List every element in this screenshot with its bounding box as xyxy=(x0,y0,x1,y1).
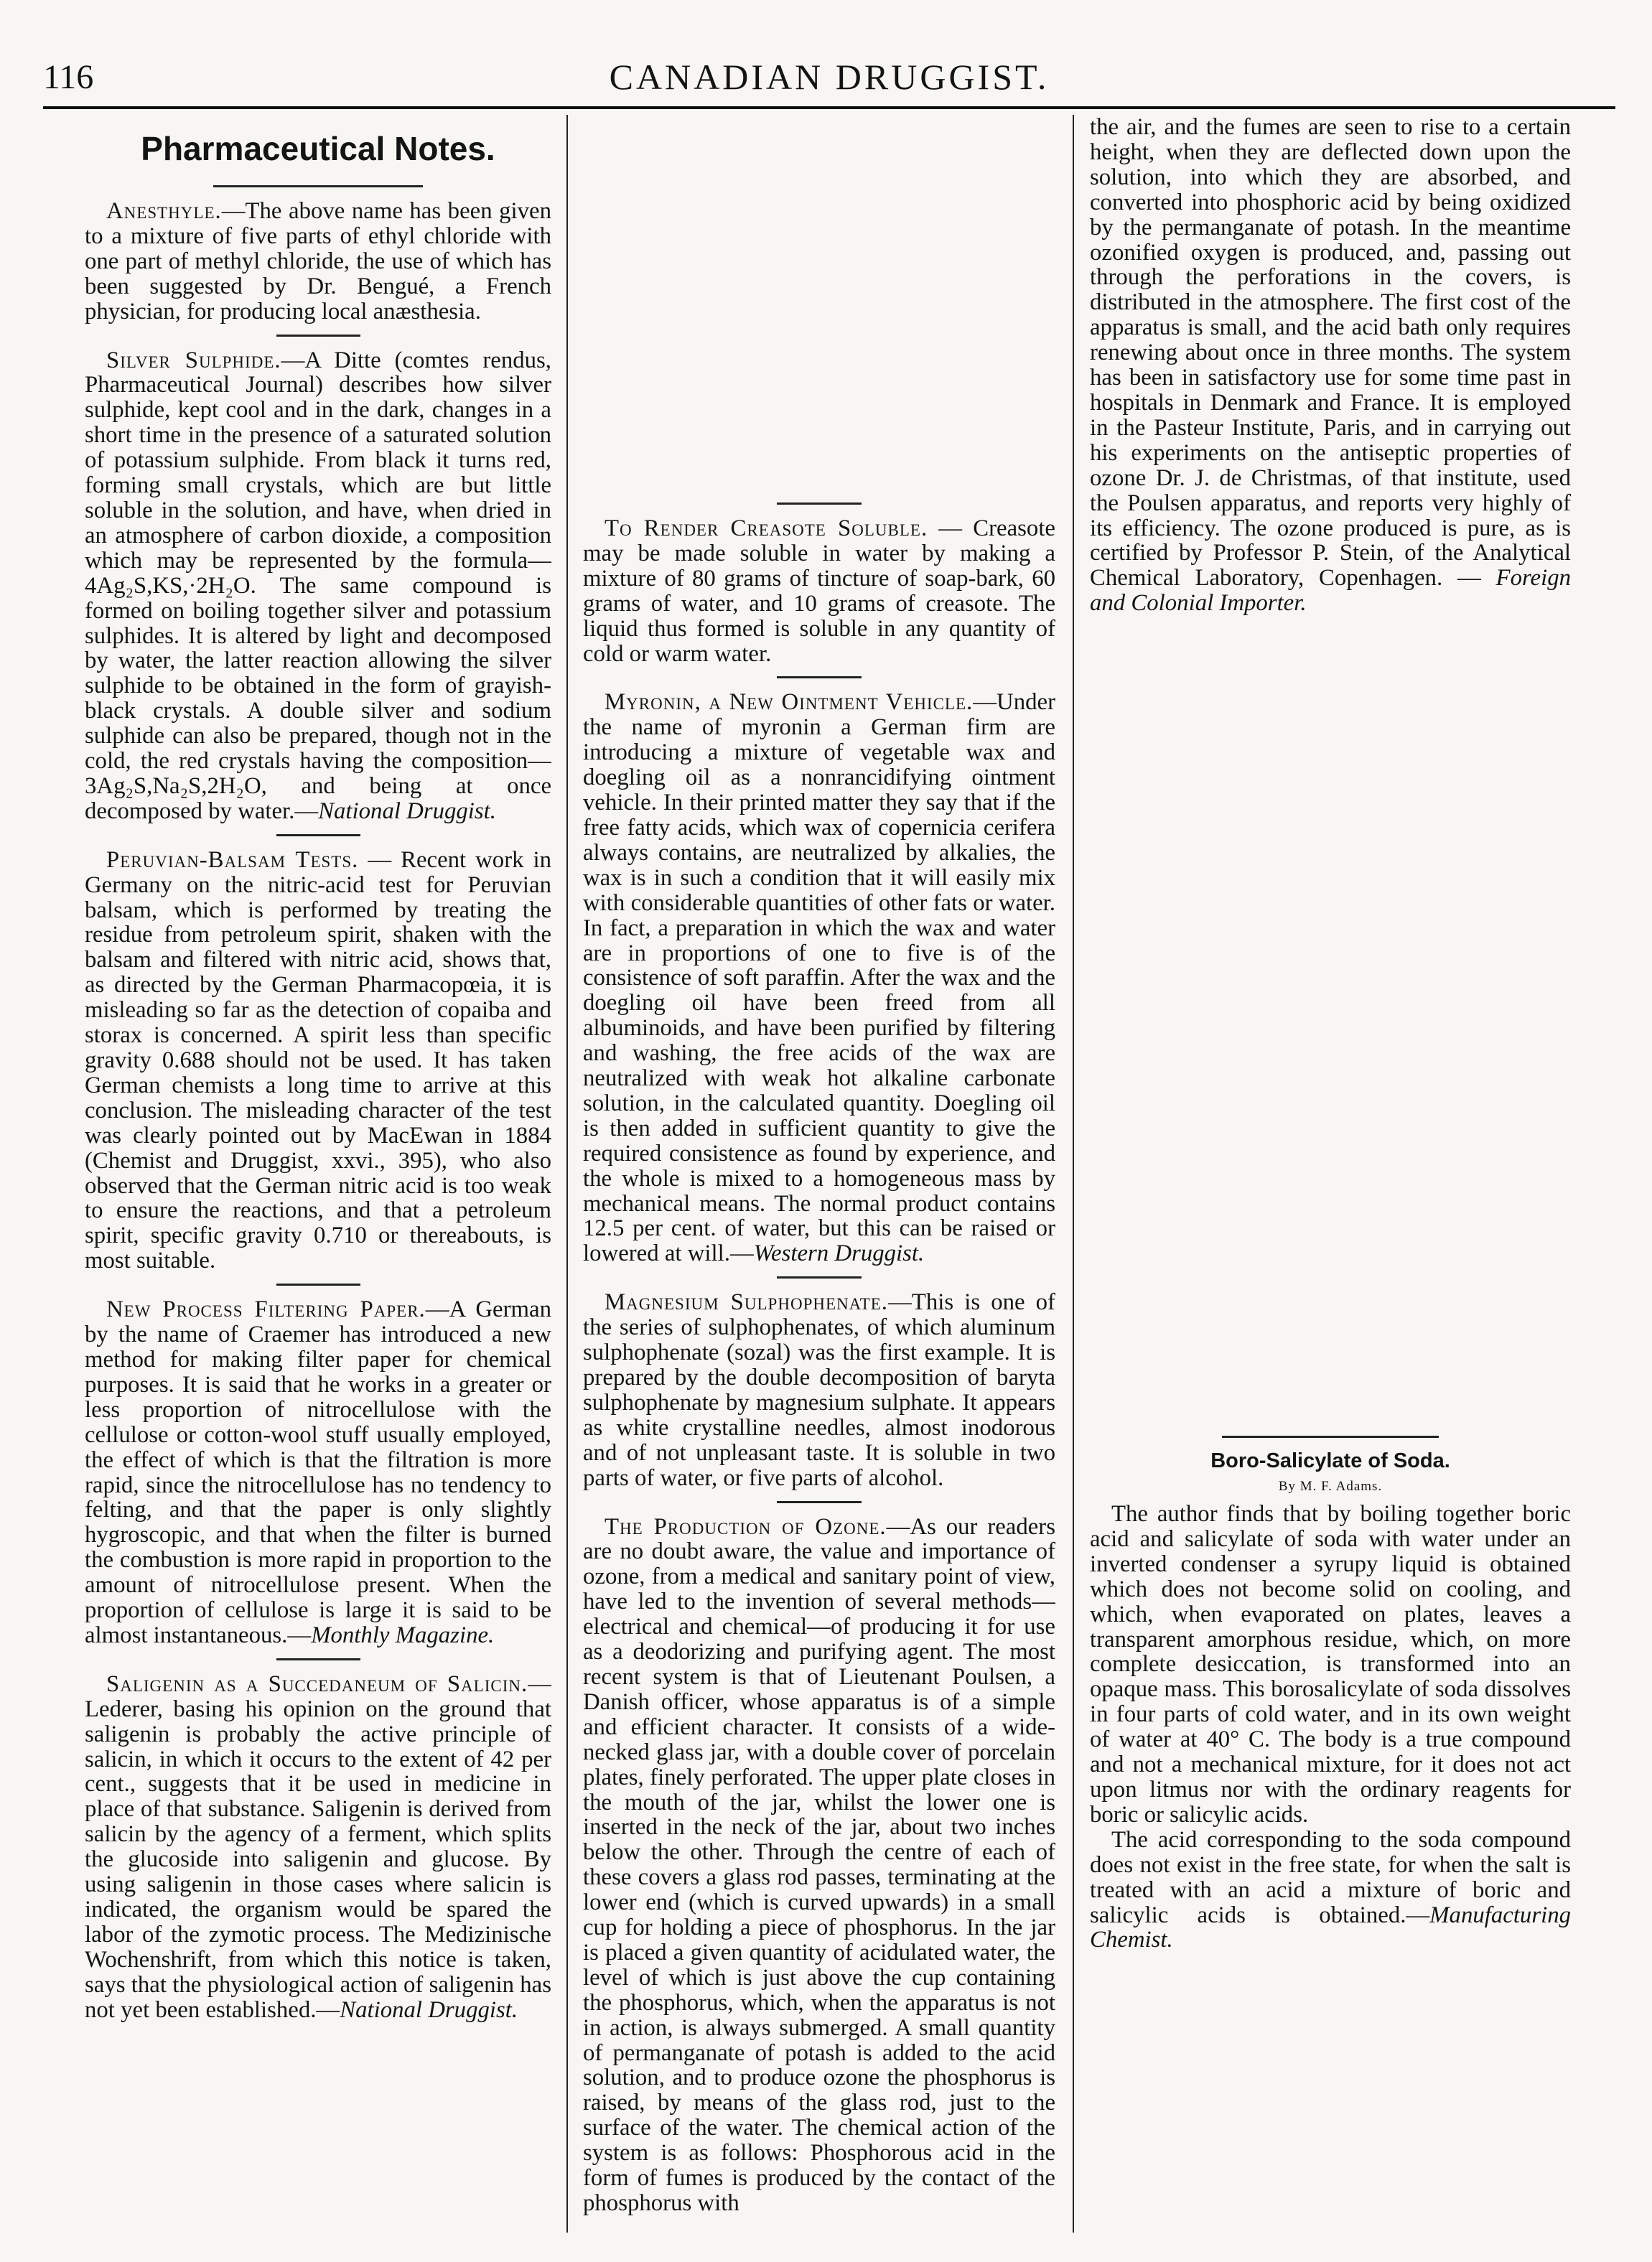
article-text: — Creasote may be made soluble in water by making a mixture of 80 grams of tincture of soap-bark, 60 grams of water, and 10 grams of creasote. The liquid thus formed is soluble in any quantity of cold or warm water. xyxy=(583,515,1055,667)
article-body xyxy=(85,199,551,324)
separator xyxy=(777,503,862,505)
section-title: Pharmaceutical Notes. xyxy=(141,130,495,167)
separator xyxy=(777,1501,862,1503)
article-myronin xyxy=(583,690,1055,1266)
article-heading: The Production of Ozone. xyxy=(605,1513,887,1540)
separator xyxy=(276,834,360,836)
separator xyxy=(276,1284,360,1286)
article-body xyxy=(85,348,551,824)
article-source: Monthly Magazine. xyxy=(311,1622,495,1648)
header-rule xyxy=(43,106,1615,109)
article-creasote xyxy=(583,503,1055,666)
article-source: National Druggist. xyxy=(340,1996,518,2023)
separator xyxy=(276,335,360,337)
article-body xyxy=(583,690,1055,1266)
running-title: CANADIAN DRUGGIST. xyxy=(609,57,1050,97)
article-source: National Druggist. xyxy=(318,798,496,824)
article-heading: Magnesium Sulphophenate. xyxy=(605,1289,888,1316)
article-body xyxy=(583,516,1055,666)
article-text: —The above name has been given to a mixture of five parts of ethyl chloride with one part of methyl chloride, the use of which has been suggested by Dr. Bengué, a French physician, for producing local anæsthesia. xyxy=(85,198,551,324)
article-source: Manufacturing Chemist. xyxy=(1090,1902,1571,1953)
article-text: The acid corresponding to the soda compound does not exist in the free state, for when the salt is treated with an acid a mixture of boric and salicylic acids is obtained.— xyxy=(1090,1826,1571,1928)
article-body xyxy=(85,1672,551,2023)
article-anesthyle xyxy=(85,199,551,324)
article-ozone xyxy=(583,1515,1055,2216)
article-text: —As our readers are no doubt aware, the value and importance of ozone, from a medical and sanitary point of view, have led to the invention of several methods—electrical and chemical—of producing it for use as a deodorizing and purifying agent. The most recent system is that of Lieutenant Poulsen, a Danish officer, whose apparatus is of a simple and efficient character. It consists of a wide-necked glass jar, with a double cover of porcelain plates, finely perforated. The upper plate closes in the mouth of the jar, whilst the lower one is inserted in the neck of the jar, about two inches below the other. Through the centre of each of these covers a glass rod passes, terminating at the lower end (which is curved upwards) in a small cup for holding a piece of phosphorus. In the jar is placed a given quantity of acidulated water, the level of which is just above the cup containing the phosphorus, which, when the apparatus is not in action, is always submerged. A small quantity of permanganate of potash is added to the acid solution, and to produce ozone the phosphorus is raised, by means of the glass rod, just to the surface of the water. The chemical action of the system is as follows: Phosphorous acid in the form of fumes is produced by the contact of the phosphorus with xyxy=(583,1513,1055,2216)
article-heading: Anesthyle. xyxy=(106,198,222,224)
separator xyxy=(777,1276,862,1279)
article-heading: Myronin, a New Ointment Vehicle. xyxy=(605,689,974,716)
column-1 xyxy=(85,115,551,2240)
separator xyxy=(1222,1436,1439,1438)
article-continuation: the air, and the fumes are seen to rise to a certain height, when they are deflected down upon the solution, into which they are absorbed, and converted into phosphoric acid by being oxidized by the permanganate of potash. In the meantime ozonified oxygen is produced, and, passing out through the perforations in the covers, is distributed in the atmosphere. The first cost of the apparatus is small, and the acid bath only requires renewing about once in three months. The system has been in satisfactory use for some time past in hospitals in Denmark and France. It is employed in the Pasteur Institute, Paris, and in carrying out his experiments on the antiseptic properties of ozone Dr. J. de Christmas, of that institute, used the Poulsen apparatus, and reports very highly of its efficiency. The ozone produced is pure, as is certified by Professor P. Stein, of the Analytical Chemical Laboratory, Copenhagen. — Foreign and Colonial Importer. xyxy=(1090,115,1571,617)
article-text: —This is one of the series of sulphophenates, of which aluminum sulphophenate (sozal) was the first example. It is prepared by the double decomposition of baryta sulphophenate by magnesium sulphate. It appears as white crystalline needles, almost inodorous and of not unpleasant taste. It is soluble in two parts of water, or five parts of alcohol. xyxy=(583,1289,1055,1491)
column-2 xyxy=(583,115,1055,2240)
page-number: 116 xyxy=(43,58,94,96)
article-source: Western Druggist. xyxy=(753,1240,925,1267)
column-divider xyxy=(566,115,568,2233)
article-title: Boro-Salicylate of Soda. xyxy=(1210,1449,1450,1472)
article-filtering-paper xyxy=(85,1297,551,1648)
separator xyxy=(276,1658,360,1660)
article-body xyxy=(85,1297,551,1648)
article-saligenin xyxy=(85,1672,551,2023)
column-divider xyxy=(1073,115,1074,2233)
article-peruvian-balsam xyxy=(85,848,551,1273)
article-heading: New Process Filtering Paper. xyxy=(106,1296,426,1323)
article-text: —Lederer, basing his opinion on the ground that saligenin is probably the active principle of salicin, in which it occurs to the extent of 42 per cent., suggests that it be used in medicine in place of that substance. Saligenin is derived from salicin by the agency of a ferment, which splits the glucoside into saligenin and glucose. By using saligenin in those cases where salicin is indicated, the organism would be spared the labor of the zymotic process. The Medizinische Wochenshrift, from which this notice is taken, says that the physiological action of saligenin has not yet been established.— xyxy=(85,1670,551,2023)
article-source: Foreign and Colonial Importer. xyxy=(1090,565,1571,617)
article-silver-sulphide xyxy=(85,348,551,824)
article-text: —A Ditte (comtes rendus, Pharmaceutical Journal) describes how silver sulphide, kept cool and in the dark, changes in a short time in the presence of a saturated solution of potassium sulphide. From black it turns red, forming small crystals, which are but little soluble in the solution, and have, when dried in an atmosphere of carbon dioxide, a composition which may be represented by the formula—4Ag₂S,KS,·2H₂O. The same compound is formed on boiling together silver and potassium sulphides. It is altered by light and decomposed by water, the latter reaction allowing the silver sulphide to be obtained in the form of grayish-black crystals. A double silver and sodium sulphide can also be prepared, though not in the cold, the red crystals having the composition—3Ag₂S,Na₂S,2H₂O, and being at once decomposed by water.— xyxy=(85,347,551,824)
article-paragraph xyxy=(1090,1828,1571,1953)
article-heading: To Render Creasote Soluble. xyxy=(605,515,928,541)
separator xyxy=(777,676,862,678)
article-byline: By M. F. Adams. xyxy=(1278,1479,1383,1494)
article-body xyxy=(583,1290,1055,1490)
article-paragraph: The author finds that by boiling together boric acid and salicylate of soda with water under an inverted condenser a syrupy liquid is obtained which does not become solid on cooling, and which, when evaporated on plates, leaves a transparent amorphous residue, which, on more complete desiccation, is transformed into an opaque mass. This borosalicylate of soda dissolves in four parts of cold water, and in its own weight of water at 40° C. The body is a true compound and not a mechanical mixture, for it does not act upon litmus nor with the ordinary reagents for boric or salicylic acids. xyxy=(1090,1501,1571,1828)
article-heading: Silver Sulphide. xyxy=(106,347,281,373)
column-3 xyxy=(1090,115,1571,2240)
article-boro-salicylate xyxy=(1090,1436,1571,1953)
article-heading: Saligenin as a Succedaneum of Salicin. xyxy=(106,1670,528,1697)
page-header xyxy=(43,50,1615,108)
article-heading: Peruvian-Balsam Tests. xyxy=(106,846,359,873)
article-magnesium-sulphophenate xyxy=(583,1290,1055,1490)
article-text: —Under the name of myronin a German firm are introducing a mixture of vegetable wax and doegling oil as a nonrancidifying ointment vehicle. In their printed matter they say that if the free fatty acids, which wax of copernicia cerifera always contains, are neutralized by alkalies, the wax is in such a condition that it will easily mix with considerable quantities of other fats or water. In fact, a preparation in which the wax and water are in proportions of one to five is of the consistence of soft paraffin. After the wax and the doegling oil have been freed from all albuminoids, and have been purified by filtering and washing, the free acids of the wax are neutralized with weak hot alkaline carbonate solution, in the calculated quantity. Doegling oil is then added in sufficient quantity to give the required consistence as found by experience, and the whole is mixed to a homogeneous mass by mechanical means. The normal product contains 12.5 per cent. of water, but this can be raised or lowered at will.— xyxy=(583,689,1055,1267)
separator xyxy=(213,185,424,187)
article-text: — Recent work in Germany on the nitric-acid test for Peruvian balsam, which is performed by treating the residue from petroleum spirit, shaken with the balsam and filtered with nitric acid, shows that, as directed by the German Pharmacopœia, it is misleading so far as the detection of copaiba and storax is concerned. A spirit less than specific gravity 0.688 should not be used. It has taken German chemists a long time to arrive at this conclusion. The misleading character of the test was clearly pointed out by MacEwan in 1884 (Chemist and Druggist, xxvi., 395), who also observed that the German nitric acid is too weak to ensure the reactions, and that a petroleum spirit, specific gravity 0.710 or thereabouts, is most suitable. xyxy=(85,846,551,1274)
article-body xyxy=(583,1515,1055,2216)
article-text: —A German by the name of Craemer has introduced a new method for making filter paper for chemical purposes. It is said that he works in a greater or less proportion of nitrocellulose with the cellulose or cotton-wool stuff usually employed, the effect of which is that the filtration is more rapid, since the nitrocellulose has no tendency to felting, and that the paper is only slightly hygroscopic, and that when the filter is burned the combustion is more rapid in proportion to the amount of nitrocellulose present. When the proportion of cellulose is large it is said to be almost instantaneous.— xyxy=(85,1296,551,1648)
article-body xyxy=(85,848,551,1273)
